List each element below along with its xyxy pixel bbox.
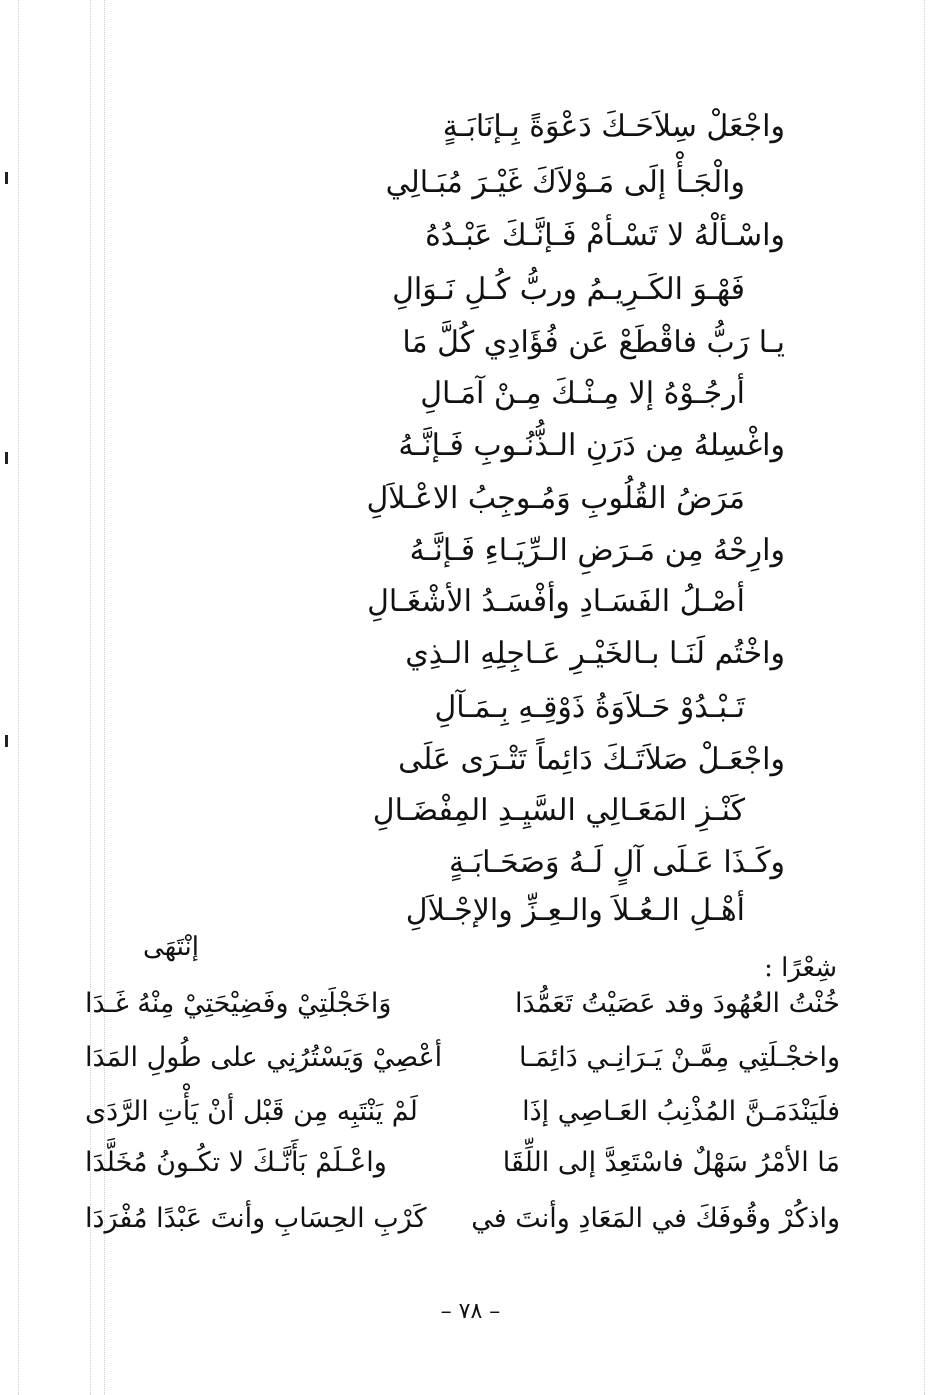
couplet-first-hemistich: فلَيَنْدَمَـنَّ المُذْنِبُ العَـاصِي إذَا — [522, 1096, 840, 1127]
poem-line: واغْسِلهُ مِن دَرَنِ الـذُّنُـوبِ فَـإنَّـهُ — [398, 428, 785, 463]
poem-end-note: إنْتَهَى — [143, 932, 199, 962]
couplet-second-hemistich: كَرْبِ الحِسَابِ وأنتَ عَبْدًا مُفْرَدَا — [85, 1203, 427, 1234]
section-label: شِعْرًا : — [764, 953, 837, 983]
couplet — [85, 1139, 840, 1187]
poem-line: واسْـألْهُ لا تَسْـأمْ فَـإنَّـكَ عَبْـدُهُ — [425, 218, 785, 253]
poem-line: أرجُـوْهُ إلا مِـنْـكَ مِـنْ آمَـالِ — [420, 376, 745, 411]
couplet — [85, 1195, 840, 1243]
poem-line: وارِحْهُ مِن مَـرَضِ الـرِّيَـاءِ فَـإنَّـهُ — [409, 533, 785, 568]
poem-line: واجْعَلْ سِلاَحَـكَ دَعْوَةً بِـإنَابَـةٍ — [442, 109, 785, 144]
couplet-first-hemistich: واخجْـلَتِي مِمَّـنْ يَـرَانِـي دَائِمَـا — [519, 1042, 840, 1073]
couplet-second-hemistich: واعْـلَمْ بَأَنَّـكَ لا تكُـونُ مُخَلَّدَا — [85, 1147, 387, 1178]
scan-margin-mark — [5, 452, 8, 464]
page-number: – ٧٨ – — [440, 1299, 501, 1324]
poem-line: واجْعَـلْ صَلاَتَـكَ دَائِماً تَتْـرَى عَلَى — [398, 742, 785, 777]
poem-line: أصْـلُ الفَسَـادِ وأفْسَـدُ الأشْغَـالِ — [367, 584, 745, 619]
couplet-first-hemistich: واذكُرْ وقُوفَكَ في المَعَادِ وأنتَ في — [471, 1203, 840, 1234]
poem-line: تَـبْـدُوْ حَـلاَوَةُ ذَوْقِـهِ بِـمَـآلِ — [434, 690, 745, 725]
poem-line: فَهْـوَ الكَـرِيـمُ وربُّ كُـلِ نَـوَالِ — [392, 272, 745, 307]
margin-guide-line — [18, 0, 19, 1395]
couplet — [85, 980, 840, 1028]
couplet-first-hemistich: مَا الأمْرُ سَهْلٌ فاسْتَعِدَّ إلى اللِّقَا — [502, 1147, 840, 1178]
poem-line: كَنْـزِ المَعَـالِي السَّيِـدِ المِفْضَـالِ — [372, 793, 745, 828]
poem-line: يـا رَبُّ فاقْطَعْ عَن فُؤَادِي كُلَّ مَا — [402, 325, 785, 360]
poem-line: واخْتُم لَنَـا بـالخَيْـرِ عَـاجِلِهِ الـذِي — [405, 636, 785, 671]
couplet-second-hemistich: وَاخَجْلَتِيْ وفَضِيْحَتِيْ مِنْهُ غَـدَا — [85, 988, 392, 1019]
scan-margin-mark — [5, 172, 8, 184]
poem-line: مَرَضُ القُلُوبِ وَمُـوجِبُ الاعْـلاَلِ — [366, 481, 745, 516]
couplet — [85, 1088, 840, 1136]
couplet-second-hemistich: لَمْ يَنْتَبِه مِن قَبْل أنْ يَأْتِ الرَّدَى — [85, 1096, 418, 1127]
couplet-first-hemistich: خُنْتُ العُهُودَ وقد عَصَيْتُ تَعَمُّدَا — [515, 988, 840, 1019]
couplet — [85, 1034, 840, 1082]
couplet-second-hemistich: أعْصِيْ وَيَسْتُرُنِي على طُولِ المَدَا — [85, 1042, 443, 1073]
poem-line: وكَـذَا عَـلَى آلٍ لَـهُ وَصَحَـابَـةٍ — [448, 845, 785, 880]
scan-margin-mark — [5, 735, 8, 747]
margin-guide-line — [924, 0, 925, 1395]
poem-line: والْجَـأْ إلَى مَـوْلاَكَ غَيْـرَ مُبَـالِي — [385, 165, 745, 200]
poem-line: أهْـلِ الـعُـلاَ والـعِـزِّ والإجْـلاَلِ — [405, 893, 745, 928]
